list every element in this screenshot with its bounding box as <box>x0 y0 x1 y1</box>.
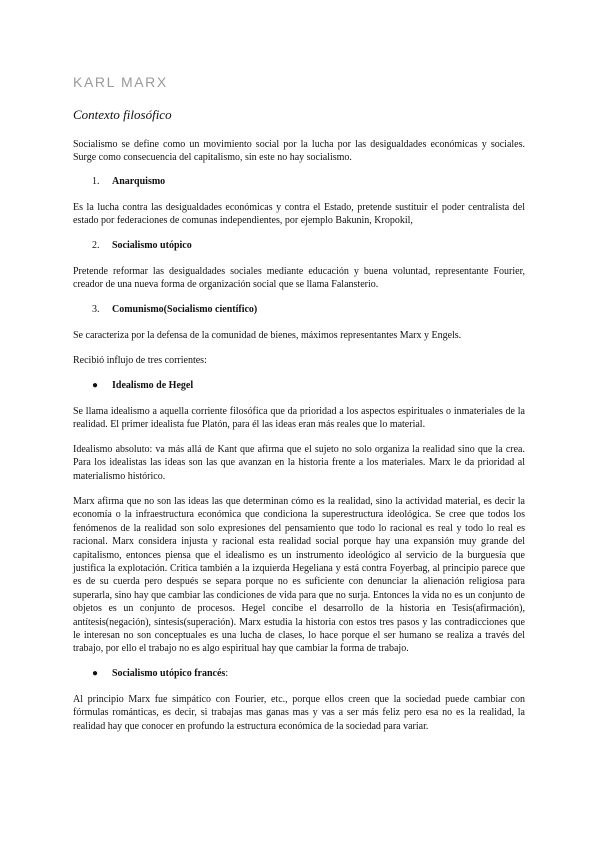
section-number: 3. <box>92 304 100 315</box>
bullet-title: Idealismo de Hegel <box>112 380 194 391</box>
intro-paragraph: Socialismo se define como un movimiento social por la lucha por las desigualdades económicas y sociales. Surge como consecuencia del capitalismo, sin este no hay socialismo. <box>73 139 525 164</box>
bullet-icon: ● <box>92 380 99 391</box>
document-subtitle: Contexto filosófico <box>73 107 172 122</box>
section-number: 2. <box>92 240 100 251</box>
hegel-paragraph-1: Se llama idealismo a aquella corriente filosófica que da prioridad a los aspectos espirituales o inmateriales de la realidad. El primer idealista fue Platón, para él las ideas eran más reales que lo material. <box>73 406 525 431</box>
socialismo-frances-paragraph: Al principio Marx fue simpático con Fourier, etc., porque ellos creen que la sociedad puede cambiar con fórmulas románticas, es decir, si trabajas mas ganas mas y vas a ser más feliz pero esa no es la realidad, la realidad hay que conocer en profundo la estructura económica de la sociedad para variar. <box>73 694 525 732</box>
section-paragraph-comunismo: Se caracteriza por la defensa de la comunidad de bienes, máximos representantes Marx y Engels. <box>73 330 462 341</box>
section-paragraph-anarquismo: Es la lucha contra las desigualdades económicas y contra el Estado, pretende sustituir el poder centralista del estado por federaciones de comunas independientes, por ejemplo Bakunin, Kropokil, <box>73 202 525 227</box>
hegel-paragraph-2: Idealismo absoluto: va más allá de Kant que afirma que el sujeto no solo organiza la realidad sino que la crea. Para los idealistas las ideas son las que avanzan en la historia frente a los materiales. Marx le da prioridad al materialismo histórico. <box>73 444 525 482</box>
section-title: Comunismo(Socialismo científico) <box>112 304 258 315</box>
bullet-title: Socialismo utópico francés: <box>112 668 229 679</box>
influences-intro: Recibió influjo de tres corrientes: <box>73 355 207 366</box>
section-title: Anarquismo <box>112 176 166 187</box>
section-paragraph-socialismo-utopico: Pretende reformar las desigualdades sociales mediante educación y buena voluntad, representante Fourier, creador de una nueva forma de organización social que se llama Falansterio. <box>73 266 525 291</box>
hegel-paragraph-3: Marx afirma que no son las ideas las que determinan cómo es la realidad, sino la actividad material, es decir la economía o la infraestructura económica que condiciona la superestructura ideológica. Se cree que todos los fenómenos de la realidad son solo expresiones del pensamiento que todo lo racional es real y todo lo real es racional. Marx considera injusta y racional esta realidad social porque hay una expansión muy grande del capitalismo, entonces piensa que el idealismo es un instrumento ideológico al servicio de la burguesía que justifica la explotación. Critica también a la izquierda Hegeliana y está contra Foyerbag, al principio parece que es de su cuerda pero después se separa porque no es suficiente con denunciar la alienación religiosa para superarla, sino hay que cambiar las condiciones de vida para que no surja. Entonces la vida no es un conjunto de objetos es un conjunto de procesos. Hegel concibe el desarrollo de la historia en Tesis(afirmación), antítesis(negación), síntesis(superación). Marx estudia la historia con estos tres pasos y las contradicciones que le interesan no son conceptuales es una lucha de clases, lo hace porque el ser humano se realiza a través del trabajo, por ello el trabajo no es algo espiritual hay que cambiar la forma de trabajo. <box>73 496 525 655</box>
bullet-icon: ● <box>92 668 99 679</box>
section-number: 1. <box>92 176 100 187</box>
section-title: Socialismo utópico <box>112 240 192 251</box>
document-title: KARL MARX <box>73 74 168 90</box>
